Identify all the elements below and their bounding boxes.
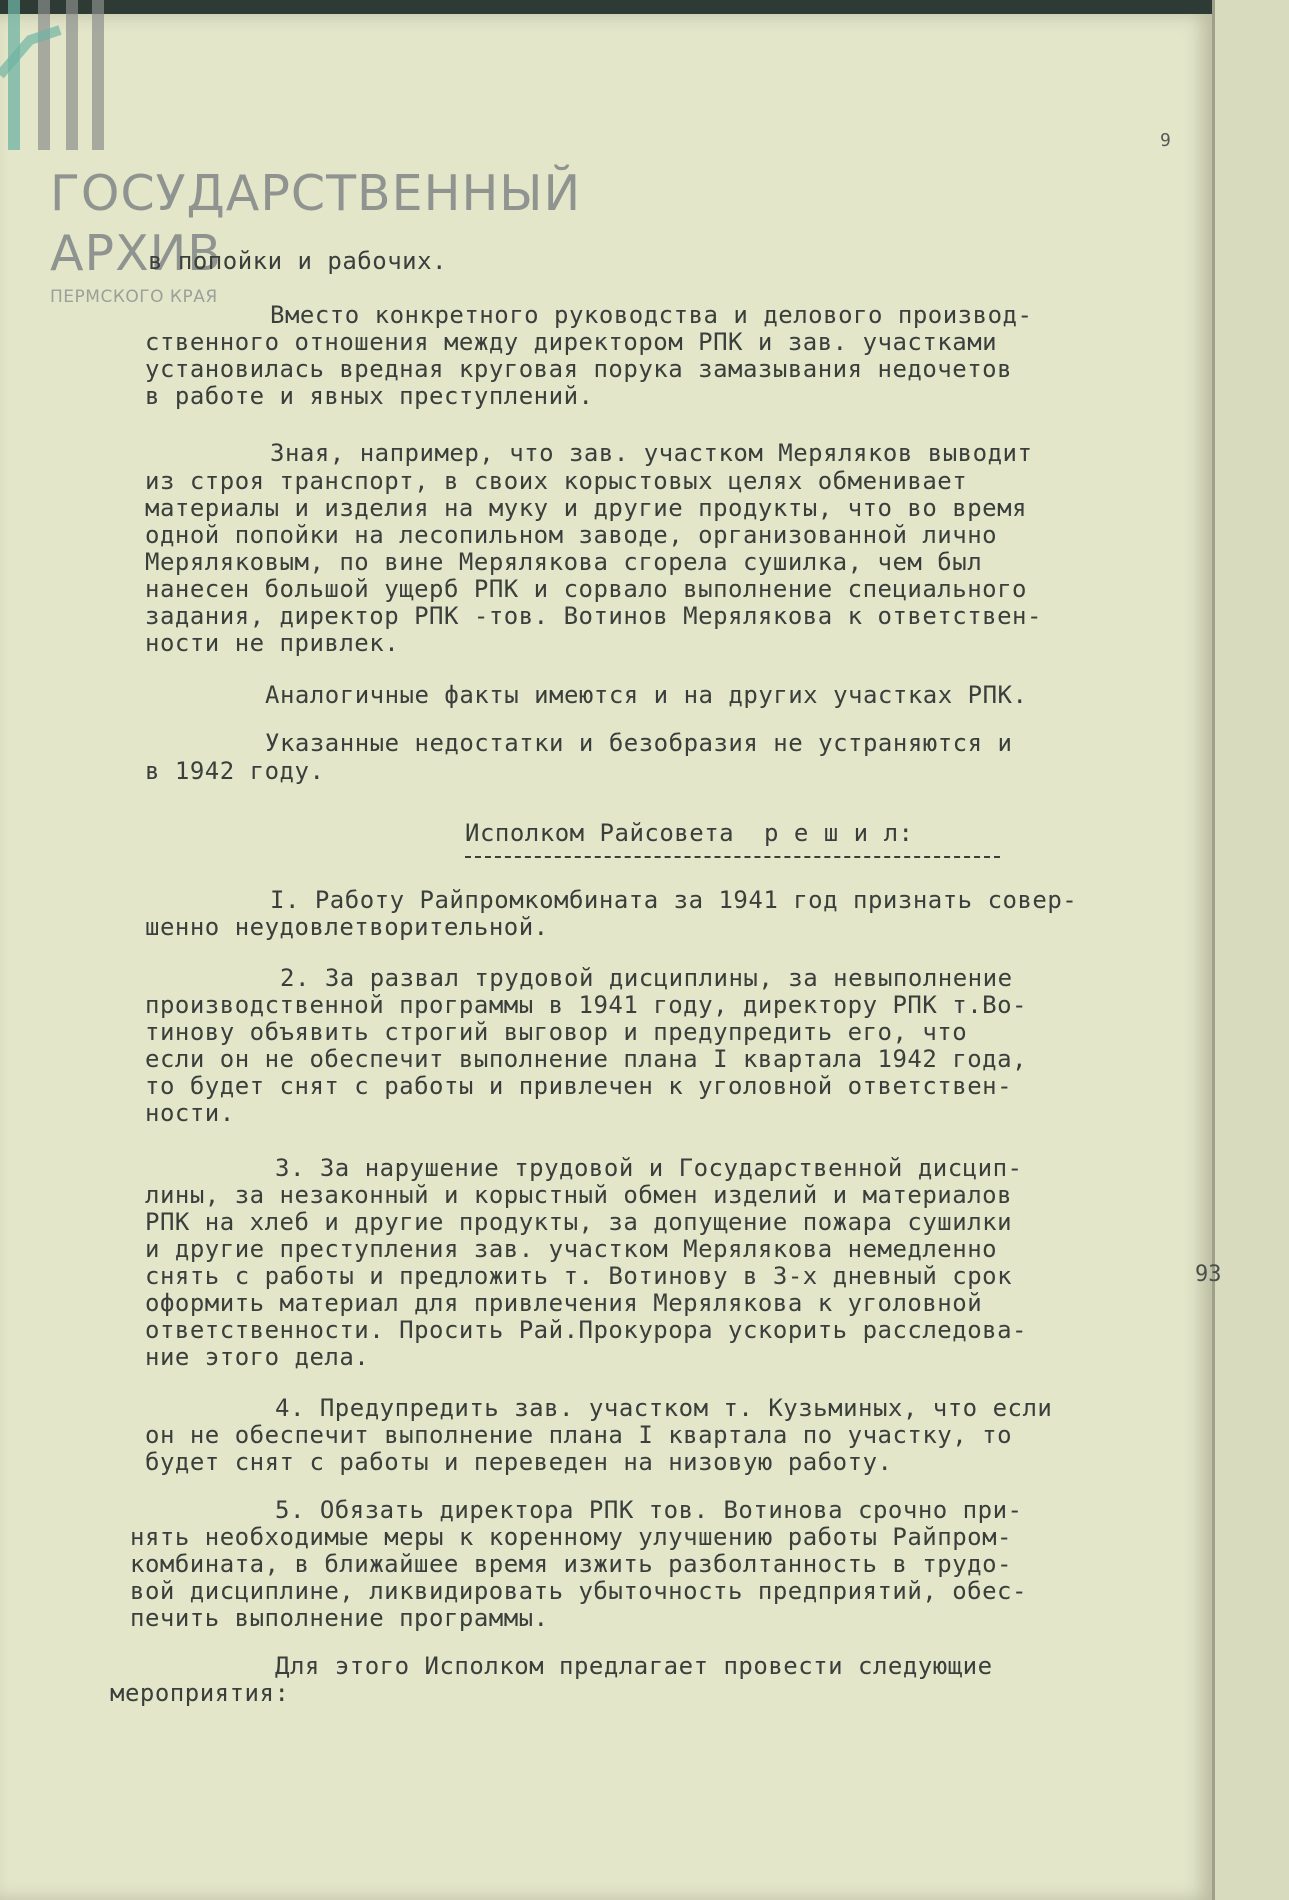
margin-mark: 93 xyxy=(1195,1262,1222,1287)
text-line: Указанные недостатки и безобразия не устраняются и xyxy=(265,729,1013,757)
text-line: производственной программы в 1941 году, директору РПК т.Во- xyxy=(145,991,1028,1019)
next-page-edge xyxy=(1212,0,1289,1900)
text-line: РПК на хлеб и другие продукты, за допущение пожара сушилки xyxy=(145,1208,1013,1236)
text-line: Вместо конкретного руководства и делового производ- xyxy=(270,301,1033,329)
text-line: ственного отношения между директором РПК и зав. участками xyxy=(145,328,998,356)
text-line: комбината, в ближайшее время изжить разболтанность в трудо- xyxy=(130,1550,1013,1578)
text-line: ответственности. Просить Рай.Прокурора ускорить расследова- xyxy=(145,1316,1028,1344)
text-line: в попойки и рабочих. xyxy=(148,247,447,275)
text-line: снять с работы и предложить т. Вотинову в 3-х дневный срок xyxy=(145,1262,1013,1290)
text-line: Меряляковым, по вине Мерялякова сгорела сушилка, чем был xyxy=(145,548,983,576)
text-line: он не обеспечит выполнение плана I квартала по участку, то xyxy=(145,1421,1013,1449)
text-line: одной попойки на лесопильном заводе, организованной лично xyxy=(145,521,998,549)
text-line: тинову объявить строгий выговор и предупредить его, что xyxy=(145,1018,968,1046)
archive-region: ПЕРМСКОГО КРАЯ xyxy=(50,287,218,307)
text-line: мероприятия: xyxy=(110,1679,290,1707)
text-line: шенно неудовлетворительной. xyxy=(145,913,549,941)
text-line: нанесен большой ущерб РПК и сорвало выполнение специального xyxy=(145,575,1028,603)
text-line: задания, директор РПК -тов. Вотинов Мерялякова к ответствен- xyxy=(145,602,1042,630)
text-line: 3. За нарушение трудовой и Государственной дисцип- xyxy=(275,1154,1023,1182)
heading-underline xyxy=(465,856,1000,858)
text-line: 2. За развал трудовой дисциплины, за невыполнение xyxy=(280,964,1013,992)
text-line: ние этого дела. xyxy=(145,1343,370,1371)
text-line: оформить материал для привлечения Мерялякова к уголовной xyxy=(145,1289,983,1317)
text-line: в работе и явных преступлений. xyxy=(145,382,594,410)
text-line: Аналогичные факты имеются и на других участках РПК. xyxy=(265,681,1028,709)
text-line: Зная, например, что зав. участком Меряляков выводит xyxy=(270,439,1033,467)
text-line: нять необходимые меры к коренному улучшению работы Райпром- xyxy=(130,1523,1013,1551)
text-line: 4. Предупредить зав. участком т. Кузьминых, что если xyxy=(275,1394,1053,1422)
text-line: в 1942 году. xyxy=(145,757,325,785)
archive-subtitle: АРХИВ xyxy=(50,225,222,282)
resolution-heading: Исполком Райсовета р е ш и л: xyxy=(465,819,914,847)
text-line: ности. xyxy=(145,1099,235,1127)
text-line: ности не привлек. xyxy=(145,629,400,657)
text-line: и другие преступления зав. участком Мерялякова немедленно xyxy=(145,1235,998,1263)
text-line: установилась вредная круговая порука замазывания недочетов xyxy=(145,355,1013,383)
text-line: вой дисциплине, ликвидировать убыточность предприятий, обес- xyxy=(130,1577,1027,1605)
text-line: материалы и изделия на муку и другие продукты, что во время xyxy=(145,494,1028,522)
text-line: I. Работу Райпромкомбината за 1941 год признать совер- xyxy=(270,886,1078,914)
text-line: печить выполнение программы. xyxy=(130,1604,549,1632)
text-line: из строя транспорт, в своих корыстовых целях обменивает xyxy=(145,467,968,495)
archive-title: ГОСУДАРСТВЕННЫЙ xyxy=(50,165,582,222)
text-line: 5. Обязать директора РПК тов. Вотинова срочно при- xyxy=(275,1496,1023,1524)
text-line: Для этого Исполком предлагает провести следующие xyxy=(275,1652,993,1680)
text-line: лины, за незаконный и корыстный обмен изделий и материалов xyxy=(145,1181,1013,1209)
text-line: если он не обеспечит выполнение плана I квартала 1942 года, xyxy=(145,1045,1028,1073)
text-line: будет снят с работы и переведен на низовую работу. xyxy=(145,1448,893,1476)
archive-logo-icon xyxy=(0,0,150,160)
page-number: 9 xyxy=(1160,130,1171,151)
text-line: то будет снят с работы и привлечен к уголовной ответствен- xyxy=(145,1072,1013,1100)
